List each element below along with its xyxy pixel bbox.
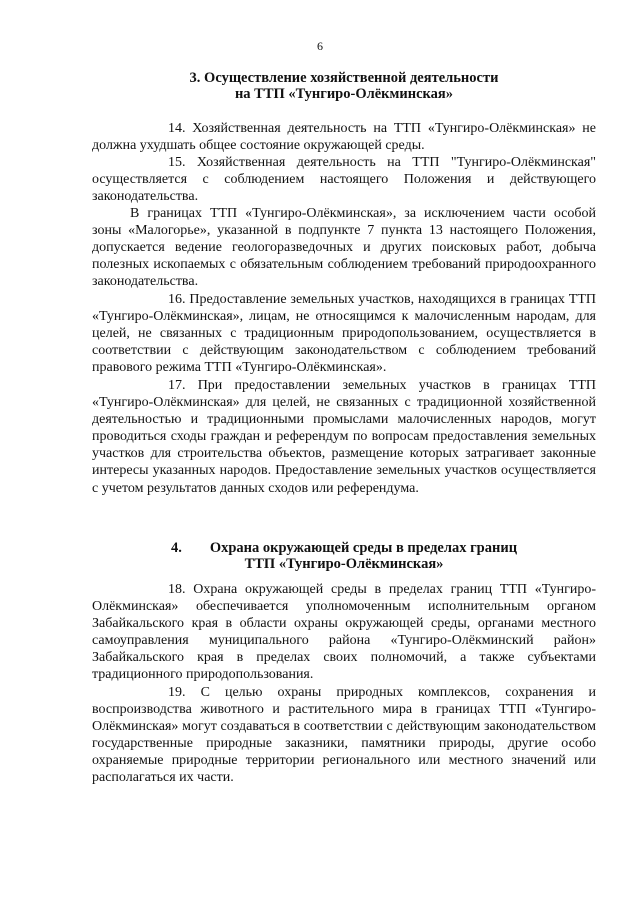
- paragraph-16-number: 16.: [168, 292, 186, 307]
- paragraph-16: [92, 291, 596, 376]
- paragraph-19-text: С целью охраны природных комплексов, сохранения и воспроизводства животного и растительного мира в границах ТТП «Тунгиро-Олёкминская» могут создаваться в соответствии с действующим законодательством государственные природные заказники, памятники природы, другие особо охраняемые природные территории регионального или местного значений или располагаться их части.: [92, 685, 596, 786]
- paragraph-14-text: Хозяйственная деятельность на ТТП «Тунгиро-Олёкминская» не должна ухудшать общее состояние окружающей среды.: [92, 121, 596, 154]
- paragraph-15-continuation: В границах ТТП «Тунгиро-Олёкминская», за исключением части особой зоны «Малогорье», указанной в подпункте 7 пункта 13 настоящего Положения, допускается ведение геологоразведочных и других поисковых работ, добыча полезных ископаемых с обязательным соблюдением требований природоохранного законодательства.: [92, 206, 596, 290]
- paragraph-15: [92, 154, 596, 205]
- paragraph-14: [92, 120, 596, 154]
- section-4-heading-line1: [92, 540, 596, 556]
- section-4-number: 4.: [170, 540, 182, 556]
- paragraph-15-text: Хозяйственная деятельность на ТТП "Тунгиро-Олёкминская" осуществляется с соблюдением настоящего Положения и действующего законодательства.: [92, 155, 597, 205]
- section-3-heading-line1: 3. Осуществление хозяйственной деятельности: [189, 70, 499, 86]
- paragraph-18: [92, 581, 596, 684]
- paragraph-18-number: 18.: [168, 582, 186, 597]
- paragraph-18-text: Охрана окружающей среды в пределах границ ТТП «Тунгиро-Олёкминская» обеспечивается уполномоченным исполнительным органом Забайкальского края в области охраны окружающей среды, органами местного самоуправления муниципального района «Тунгиро-Олёкминский район» Забайкальского края в пределах своих полномочий, а также субъектами традиционного природопользования.: [92, 582, 596, 683]
- paragraph-17: [92, 377, 596, 497]
- paragraph-14-number: 14.: [168, 121, 186, 136]
- paragraph-19-number: 19.: [168, 685, 186, 700]
- paragraph-16-text: Предоставление земельных участков, находящихся в границах ТТП «Тунгиро-Олёкминская», лицам, не относящимся к малочисленным народам, для целей, не связанных с традиционным природопользованием, осуществляется в соответствии с действующим законодательством с соблюдением требований правового режима ТТП «Тунгиро-Олёкминская».: [92, 292, 597, 376]
- paragraph-19: [92, 684, 596, 787]
- paragraph-15-number: 15.: [168, 155, 186, 170]
- section-4-title-line1: Охрана окружающей среды в пределах границ: [209, 540, 518, 556]
- page-number: 6: [317, 39, 323, 53]
- section-3-heading-line2: на ТТП «Тунгиро-Олёкминская»: [234, 86, 454, 102]
- section-4-heading: [92, 540, 596, 572]
- section-3-heading: [92, 70, 596, 102]
- paragraph-17-number: 17.: [168, 378, 186, 393]
- section-4-heading-line2: ТТП «Тунгиро-Олёкминская»: [244, 556, 444, 572]
- paragraph-17-text: При предоставлении земельных участков в границах ТТП «Тунгиро-Олёкминская» для целей, не связанных с традиционной хозяйственной деятельностью и традиционными промыслами малочисленных народов, могут проводиться сходы граждан и референдум по вопросам предоставления земельных участков для строительства объектов, размещение которых затрагивает законные интересы указанных народов. Предоставление земельных участков осуществляется с учетом результатов данных сходов или референдума.: [92, 378, 597, 496]
